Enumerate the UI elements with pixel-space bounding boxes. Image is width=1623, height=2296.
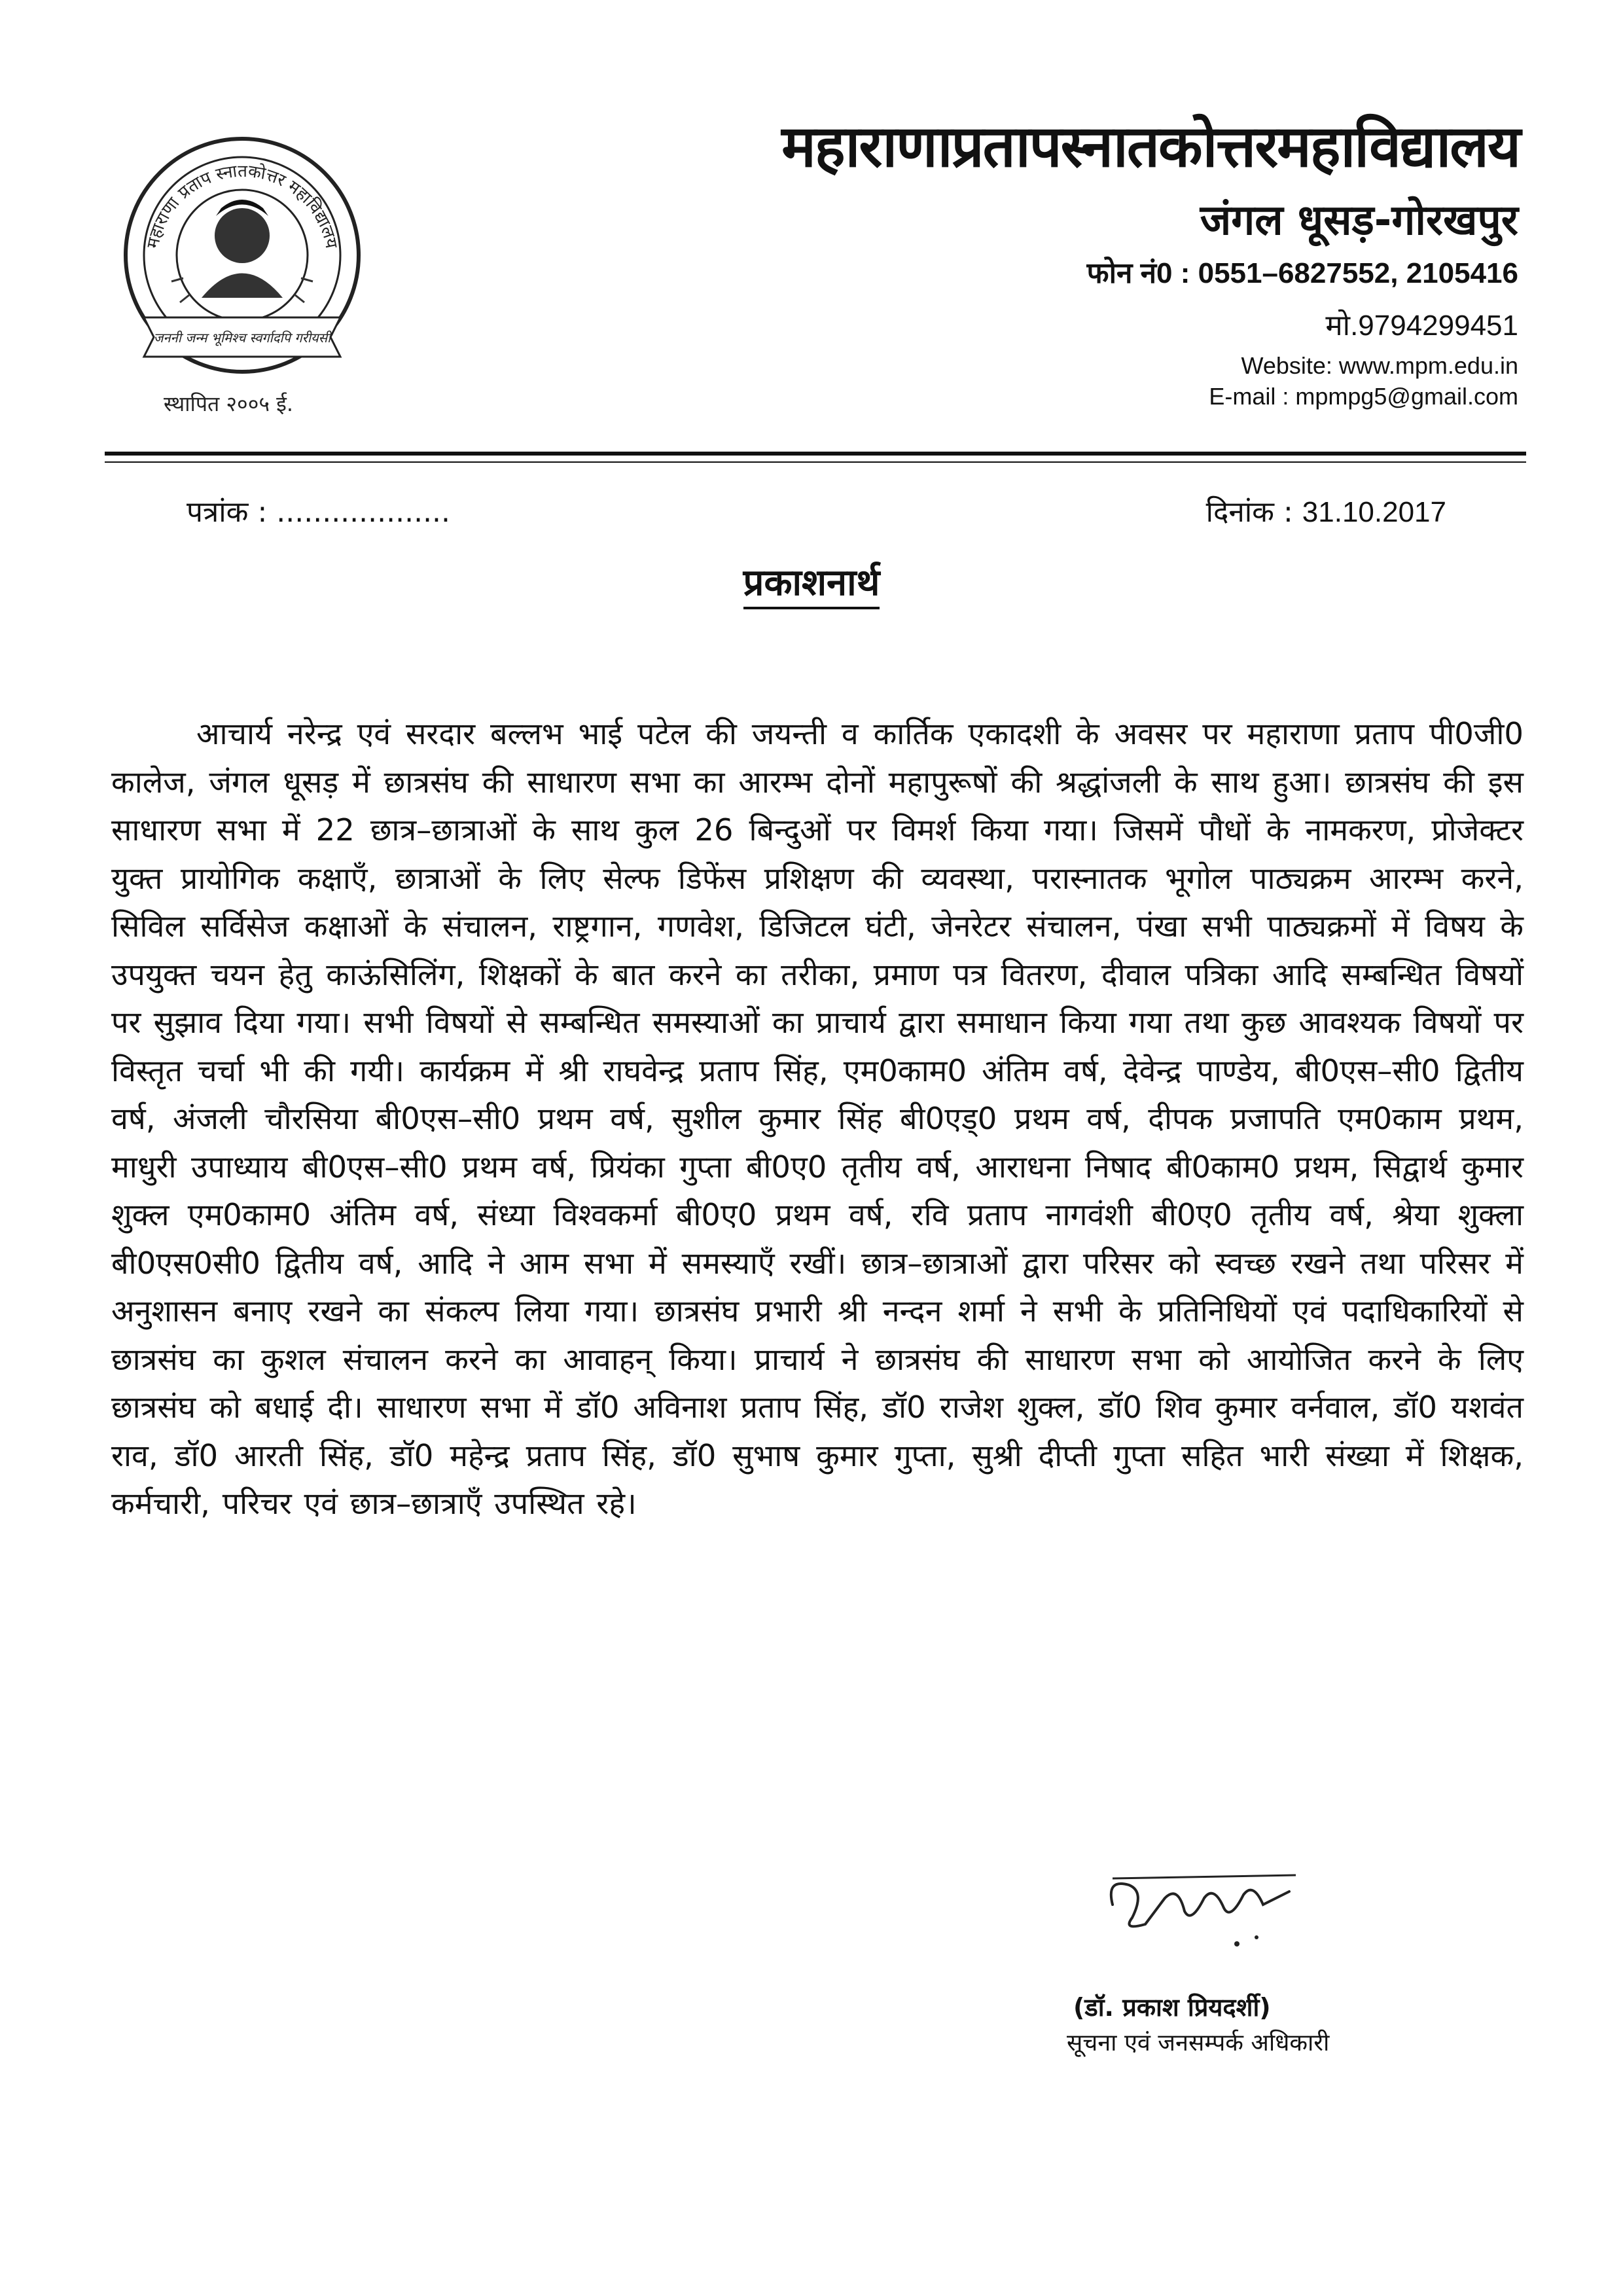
header-divider-thin bbox=[105, 461, 1526, 463]
press-release-body: आचार्य नरेन्द्र एवं सरदार बल्लभ भाई पटेल की जयन्ती व कार्तिक एकादशी के अवसर पर महाराणा प्रताप पी0जी0 कालेज, जंगल धूसड़ में छात्रसंघ की साधारण सभा का आरम्भ दोनों महापुरूषों की श्रद्धांजली के साथ हुआ। छात्रसंघ की इस साधारण सभा में 22 छात्र–छात्राओं के साथ कुल 26 बिन्दुओं पर विमर्श किया गया। जिसमें पौधों के नामकरण, प्रोजेक्टर युक्त प्रायोगिक कक्षाएँ, छात्राओं के लिए सेल्फ डिफेंस प्रशिक्षण की व्यवस्था, परास्नातक भूगोल पाठ्यक्रम आरम्भ करने, सिविल सर्विसेज कक्षाओं के संचालन, राष्ट्रगान, गणवेश, डिजिटल घंटी, जेनरेटर संचालन, पंखा सभी पाठ्यक्रमों में विषय के उपयुक्त चयन हेतु काऊंसिलिंग, शिक्षकों के बात करने का तरीका, प्रमाण पत्र वितरण, दीवाल पत्रिका आदि सम्बन्धित विषयों पर सुझाव दिया गया। सभी विषयों से सम्बन्धित समस्याओं का प्राचार्य द्वारा समाधान किया गया तथा कुछ आवश्यक विषयों पर विस्तृत चर्चा भी की गयी। कार्यक्रम में श्री राघवेन्द्र प्रताप सिंह, एम0काम0 अंतिम वर्ष, देवेन्द्र पाण्डेय, बी0एस–सी0 द्वितीय वर्ष, अंजली चौरसिया बी0एस–सी0 प्रथम वर्ष, सुशील कुमार सिंह बी0एड्0 प्रथम वर्ष, दीपक प्रजापति एम0काम प्रथम, माधुरी उपाध्याय बी0एस–सी0 प्रथम वर्ष, प्रियंका गुप्ता बी0ए0 तृतीय वर्ष, आराधना निषाद बी0काम0 प्रथम, सिद्वार्थ कुमार शुक्ल एम0काम0 अंतिम वर्ष, संध्या विश्वकर्मा बी0ए0 प्रथम वर्ष, रवि प्रताप नागवंशी बी0ए0 तृतीय वर्ष, श्रेया शुक्ला बी0एस0सी0 द्वितीय वर्ष, आदि ने आम सभा में समस्याएँ रखीं। छात्र–छात्राओं द्वारा परिसर को स्वच्छ रखने तथा परिसर में अनुशासन बनाए रखने का संकल्प लिया गया। छात्रसंघ प्रभारी श्री नन्दन शर्मा ने सभी के प्रतिनिधियों एवं पदाधिकारियों से छात्रसंघ का कुशल संचालन करने का आवाहन् किया। प्राचार्य ने छात्रसंघ की साधारण सभा को आयोजित करने के लिए छात्रसंघ को बधाई दी। साधारण सभा में डॉ0 अविनाश प्रताप सिंह, डॉ0 राजेश शुक्ल, डॉ0 शिव कुमार वर्नवाल, डॉ0 यशवंत राव, डॉ0 आरती सिंह, डॉ0 महेन्द्र प्रताप सिंह, डॉ0 सुभाष कुमार गुप्ता, सुश्री दीप्ती गुप्ता सहित भारी संख्या में शिक्षक, कर्मचारी, परिचर एवं छात्र–छात्राएँ उपस्थित रहे। bbox=[111, 716, 1524, 1521]
header-divider-thick bbox=[105, 452, 1526, 456]
date-value: 31.10.2017 bbox=[1302, 496, 1446, 528]
heading-text: प्रकाशनार्थ bbox=[743, 562, 880, 609]
established-year: स्थापित २००५ ई. bbox=[164, 391, 294, 416]
reference-number bbox=[187, 491, 450, 530]
college-name: महाराणाप्रतापस्नातकोत्तरमहाविद्यालय bbox=[781, 113, 1520, 180]
reference-value: ................... bbox=[276, 495, 451, 529]
svg-text:महाराणा प्रताप स्नातकोत्तर महा: महाराणा प्रताप स्नातकोत्तर महाविद्यालय bbox=[143, 161, 342, 251]
website-link[interactable]: Website: www.mpm.edu.in bbox=[1241, 352, 1518, 379]
college-location: जंगल धूसड़-गोरखपुर bbox=[1200, 196, 1518, 245]
mobile-number: मो.9794299451 bbox=[1325, 310, 1518, 342]
college-emblem-icon bbox=[118, 131, 366, 380]
signatory-name: (डॉ. प्रकाश प्रियदर्शी) bbox=[1073, 1993, 1271, 2022]
svg-text:जननी जन्म भूमिश्च स्वर्गादपि ग: जननी जन्म भूमिश्च स्वर्गादपि गरीयसी bbox=[153, 330, 331, 346]
letter-date bbox=[1206, 491, 1446, 530]
document-heading bbox=[0, 556, 1623, 606]
phone-number: फोन नं0 : 0551–6827552, 2105416 bbox=[1086, 257, 1518, 289]
handwritten-signature-icon bbox=[1099, 1859, 1309, 1957]
email-link[interactable]: E-mail : mpmpg5@gmail.com bbox=[1209, 383, 1518, 410]
date-label: दिनांक : bbox=[1205, 495, 1293, 529]
signatory-designation: सूचना एवं जनसम्पर्क अधिकारी bbox=[1067, 2030, 1330, 2056]
reference-label: पत्रांक : bbox=[187, 495, 268, 529]
